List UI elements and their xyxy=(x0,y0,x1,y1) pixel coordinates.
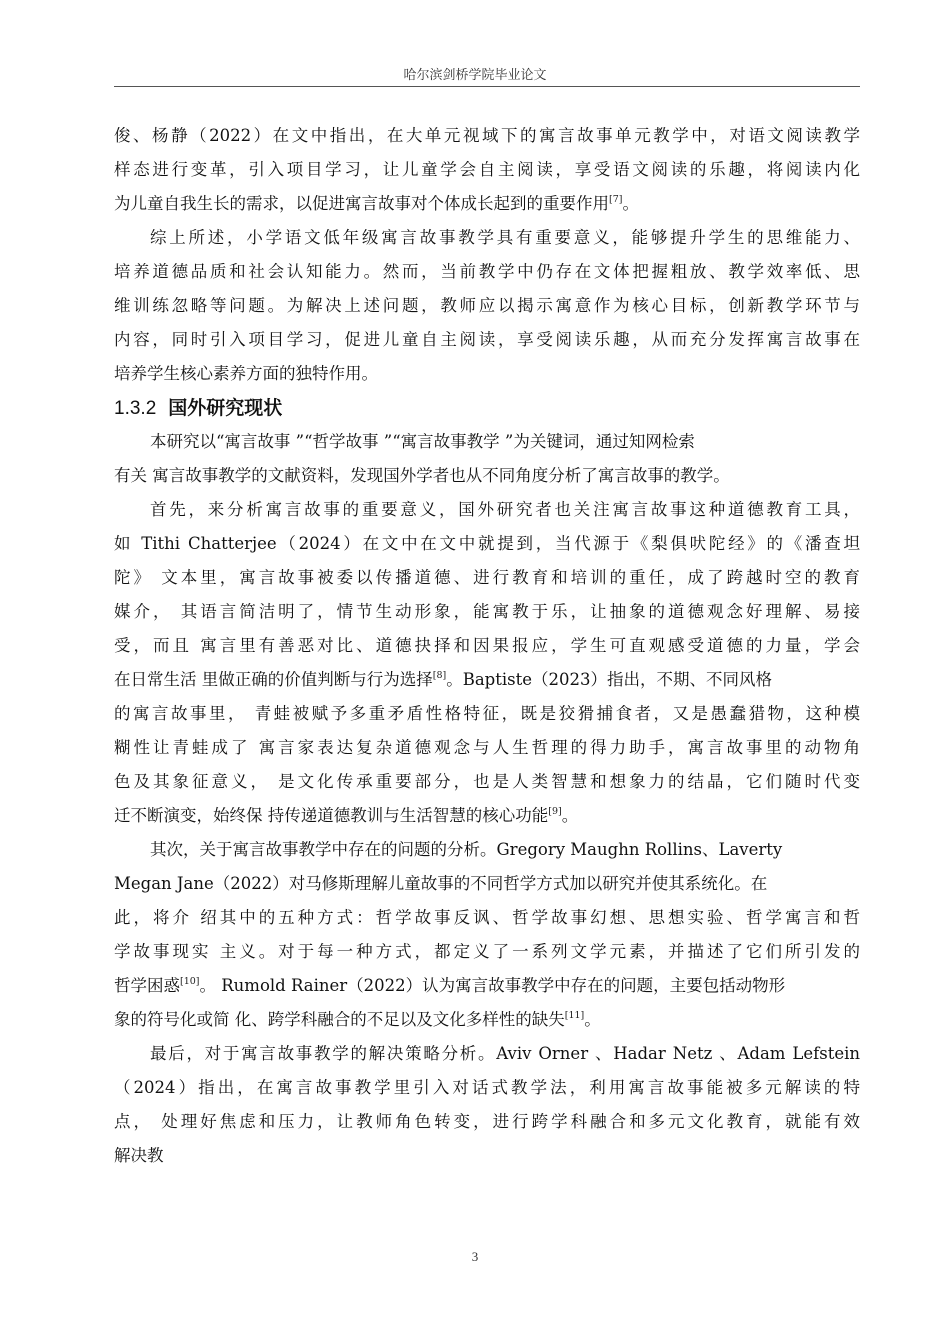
citation-10: [10] xyxy=(180,976,200,987)
text-line xyxy=(114,969,860,1003)
text-fragment: 。 xyxy=(561,806,579,825)
text-fragment: 在日常生活 里做正确的价值判断与行为选择 xyxy=(114,670,433,689)
section-number: 1.3.2 xyxy=(114,398,157,419)
text-line: 糊性让青蛙成了 寓言家表达复杂道德观念与人生哲理的得力助手，寓言故事里的动物角 xyxy=(114,738,860,757)
text-line: Megan Jane（2022）对马修斯理解儿童故事的不同哲学方式加以研究并使其系统化。在 xyxy=(114,874,768,893)
text-line: 受，而且 寓言里有善恶对比、道德抉择和因果报应，学生可直观感受道德的力量，学会 xyxy=(114,636,860,655)
page-body xyxy=(114,119,860,1173)
text-line: 有关 寓言故事教学的文献资料，发现国外学者也从不同角度分析了寓言故事的教学。 xyxy=(114,466,730,485)
citation-11: [11] xyxy=(564,1010,585,1021)
citation-7: [7] xyxy=(609,194,623,205)
text-line: 培养道德品质和社会认知能力。然而，当前教学中仍存在文体把握粗放、教学效率低、思 xyxy=(114,262,860,281)
text-fragment: 迁不断演变，始终保 持传递道德教训与生活智慧的核心功能 xyxy=(114,806,549,825)
text-line: 陀》 文本里，寓言故事被委以传播道德、进行教育和培训的重任，成了跨越时空的教育 xyxy=(114,568,860,587)
text-line: 最后，对于寓言故事教学的解决策略分析。Aviv Orner 、Hadar Netz 、Adam Lefstein xyxy=(150,1044,860,1063)
text-line: 首先，来分析寓言故事的重要意义，国外研究者也关注寓言故事这种道德教育工具， xyxy=(150,500,860,519)
text-fragment: 。 xyxy=(622,194,639,213)
text-line: 样态进行变革，引入项目学习，让儿童学会自主阅读，享受语文阅读的乐趣，将阅读内化 xyxy=(114,160,860,179)
section-heading xyxy=(114,389,860,427)
header-rule xyxy=(114,86,860,87)
text-fragment: 。 Rumold Rainer（2022）认为寓言故事教学中存在的问题，主要包括动物形 xyxy=(199,976,786,995)
text-line: 本研究以“寓言故事 ”“哲学故事 ”“寓言故事教学 ”为关键词，通过知网检索 xyxy=(150,432,695,451)
text-line xyxy=(114,663,860,697)
text-line: 此，将介 绍其中的五种方式：哲学故事反讽、哲学故事幻想、思想实验、哲学寓言和哲 xyxy=(114,908,860,927)
text-line: 维训练忽略等问题。为解决上述问题，教师应以揭示寓意作为核心目标，创新教学环节与 xyxy=(114,296,860,315)
text-line: 俊、杨静（2022）在文中指出，在大单元视域下的寓言故事单元教学中，对语文阅读教学 xyxy=(114,126,860,145)
text-line xyxy=(114,799,860,833)
text-line: 媒介， 其语言简洁明了，情节生动形象，能寓教于乐，让抽象的道德观念好理解、易接 xyxy=(114,602,860,621)
text-fragment: 为儿童自我生长的需求，以促进寓言故事对个体成长起到的重要作用 xyxy=(114,194,609,213)
text-line: 的寓言故事里， 青蛙被赋予多重矛盾性格特征，既是狡猾捕食者，又是愚蠢猎物，这种模 xyxy=(114,704,860,723)
text-fragment: 哲学困惑 xyxy=(114,976,180,995)
section-title: 国外研究现状 xyxy=(168,397,283,419)
text-line: （2024）指出，在寓言故事教学里引入对话式教学法，利用寓言故事能被多元解读的特 xyxy=(114,1078,860,1097)
page-number: 3 xyxy=(471,1249,479,1264)
citation-9: [9] xyxy=(548,806,562,817)
text-fragment: 象的符号化或简 化、跨学科融合的不足以及文化多样性的缺失 xyxy=(114,1010,565,1029)
text-line: 如 Tithi Chatterjee（2024）在文中在文中就提到，当代源于《梨俱吠陀经》的《潘查坦 xyxy=(114,534,860,553)
running-header: 哈尔滨剑桥学院毕业论文 xyxy=(403,68,547,83)
text-line xyxy=(114,187,860,221)
text-line: 内容，同时引入项目学习，促进儿童自主阅读，享受阅读乐趣，从而充分发挥寓言故事在 xyxy=(114,330,860,349)
text-line: 综上所述，小学语文低年级寓言故事教学具有重要意义，能够提升学生的思维能力、 xyxy=(150,228,860,247)
text-line: 点， 处理好焦虑和压力，让教师角色转变，进行跨学科融合和多元文化教育，就能有效 xyxy=(114,1112,860,1131)
text-line: 学故事现实 主义。对于每一种方式，都定义了一系列文学元素，并描述了它们所引发的 xyxy=(114,942,860,961)
text-line: 色及其象征意义， 是文化传承重要部分，也是人类智慧和想象力的结晶，它们随时代变 xyxy=(114,772,860,791)
text-line: 其次，关于寓言故事教学中存在的问题的分析。Gregory Maughn Rollins、Laverty xyxy=(150,840,783,859)
text-line: 培养学生核心素养方面的独特作用。 xyxy=(114,364,378,383)
text-line: 解决教 xyxy=(114,1146,164,1165)
text-line xyxy=(114,1003,860,1037)
text-fragment: 。Baptiste（2023）指出，不期、不同风格 xyxy=(446,670,773,689)
text-fragment: 。 xyxy=(584,1010,601,1029)
citation-8: [8] xyxy=(432,670,447,681)
